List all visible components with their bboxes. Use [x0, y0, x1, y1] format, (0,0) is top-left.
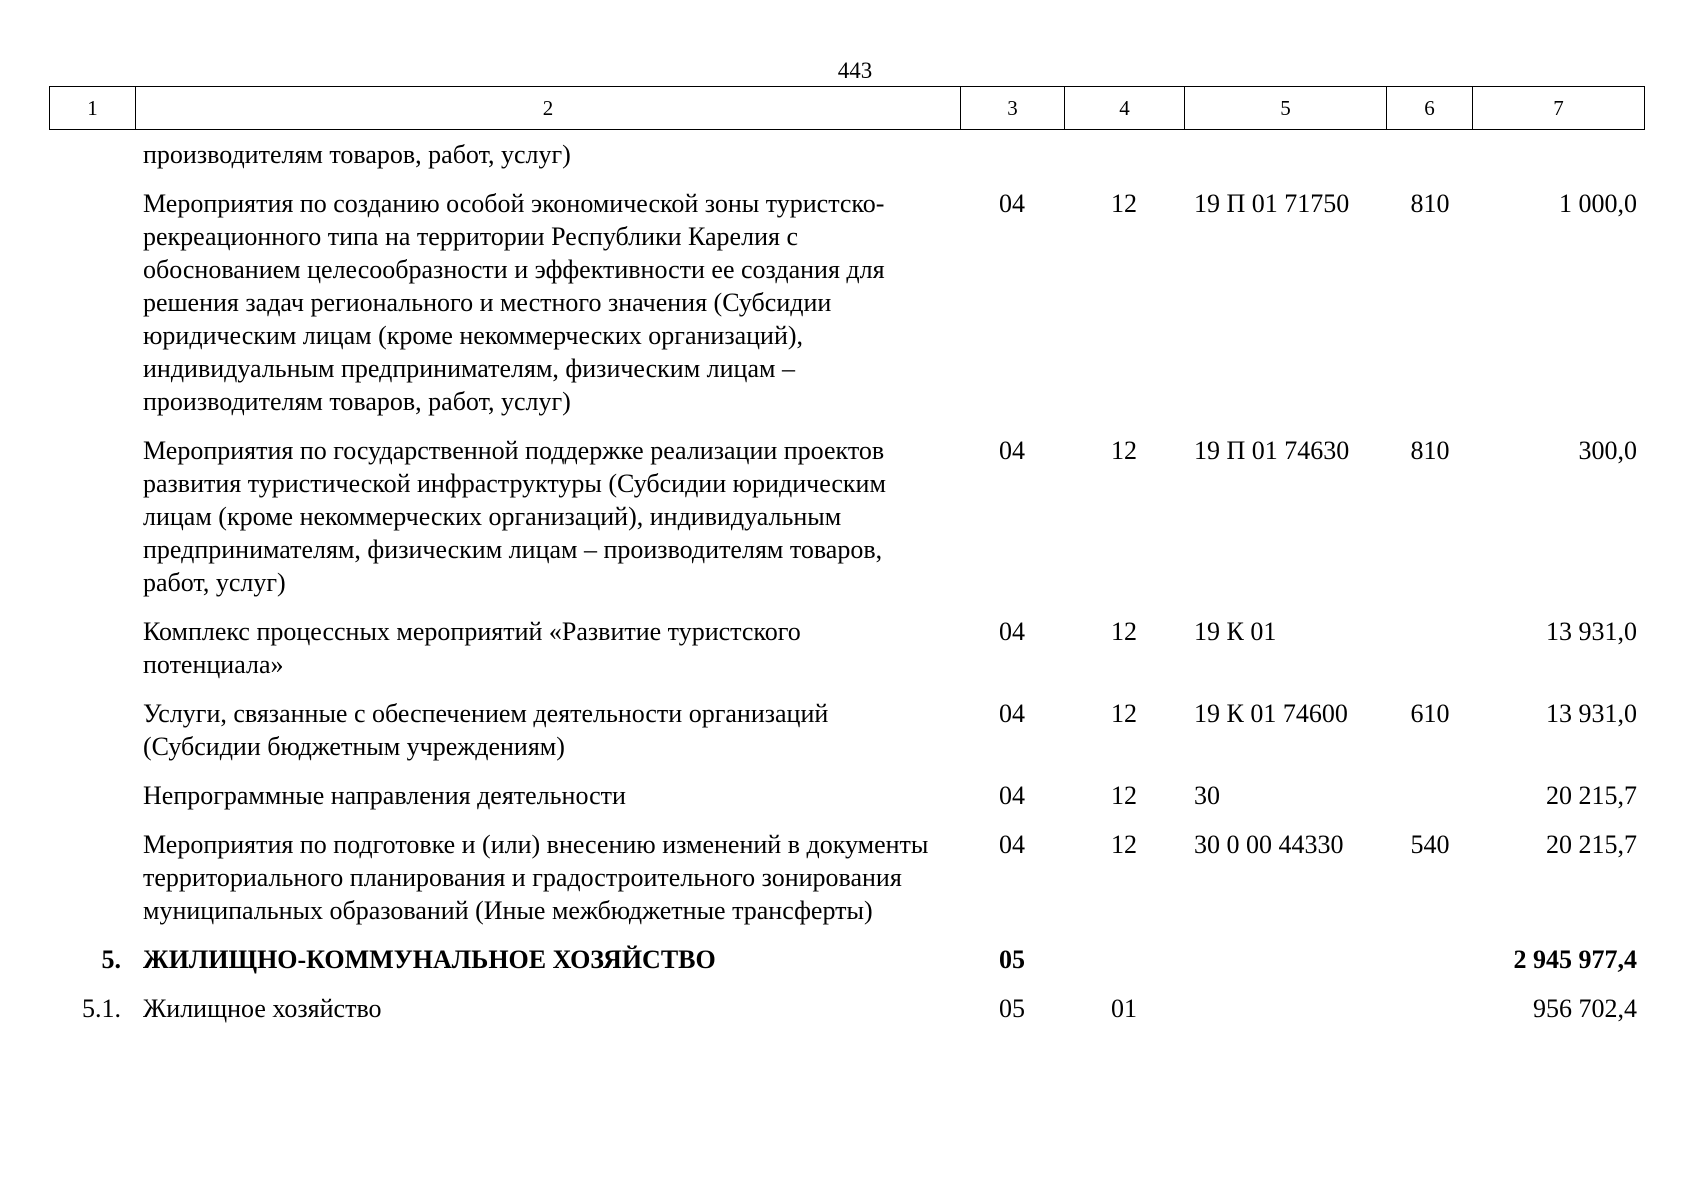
- section-code: 04: [999, 189, 1025, 218]
- subsection-code: 12: [1111, 436, 1137, 465]
- column-header-row: [50, 87, 1645, 130]
- amount: 300,0: [1578, 436, 1637, 465]
- table-row: [0, 697, 1697, 763]
- target-article-code: 30: [1194, 781, 1220, 810]
- row-name: производителям товаров, работ, услуг): [143, 140, 571, 169]
- subsection-code: 12: [1111, 617, 1137, 646]
- table-row: [0, 434, 1697, 599]
- amount: 20 215,7: [1546, 781, 1637, 810]
- subsection-code: 12: [1111, 830, 1137, 859]
- subsection-code: 12: [1111, 781, 1137, 810]
- section-number: 5.: [101, 945, 121, 974]
- section-code: 04: [999, 830, 1025, 859]
- column-header-7: 7: [1473, 87, 1645, 130]
- expense-type-code: 810: [1410, 189, 1450, 218]
- column-header-4: 4: [1065, 87, 1185, 130]
- target-article-code: 19 П 01 74630: [1194, 436, 1350, 465]
- amount: 13 931,0: [1546, 617, 1637, 646]
- budget-table-body: [0, 138, 1697, 1025]
- column-header-table: [49, 86, 1645, 130]
- column-header-3: 3: [961, 87, 1065, 130]
- subsection-code: 12: [1111, 699, 1137, 728]
- table-row: [0, 828, 1697, 927]
- column-header-6: 6: [1387, 87, 1473, 130]
- row-name: Комплекс процессных мероприятий «Развитие туристского потенциала»: [143, 617, 801, 679]
- row-name: Мероприятия по подготовке и (или) внесению изменений в документы территориального планирования и градостроительного зонирования муниципальных образований (Иные межбюджетные трансферты): [143, 830, 929, 925]
- target-article-code: 19 К 01: [1194, 617, 1277, 646]
- table-row: [0, 779, 1697, 812]
- section-total-row: [0, 943, 1697, 976]
- subsection-number: 5.1.: [82, 994, 121, 1023]
- expense-type-code: 540: [1410, 830, 1450, 859]
- column-header-1: 1: [50, 87, 136, 130]
- column-header-5: 5: [1185, 87, 1387, 130]
- amount: 1 000,0: [1559, 189, 1637, 218]
- amount: 20 215,7: [1546, 830, 1637, 859]
- table-row: [0, 615, 1697, 681]
- table-row: [0, 187, 1697, 418]
- section-code: 04: [999, 699, 1025, 728]
- row-name: Мероприятия по созданию особой экономической зоны туристско-рекреационного типа на территории Республики Карелия с обоснованием целесообразности и эффективности ее создания для решения задач регионального и местного значения (Субсидии юридическим лицам (кроме некоммерческих организаций), индивидуальным предпринимателям, физическим лицам – производителям товаров, работ, услуг): [143, 189, 885, 416]
- section-code: 04: [999, 436, 1025, 465]
- section-code: 05: [999, 945, 1025, 974]
- page-number: 443: [837, 58, 873, 83]
- expense-type-code: 610: [1410, 699, 1450, 728]
- subsection-title: Жилищное хозяйство: [143, 994, 382, 1023]
- section-code: 04: [999, 781, 1025, 810]
- target-article-code: 19 К 01 74600: [1194, 699, 1348, 728]
- row-name: Мероприятия по государственной поддержке реализации проектов развития туристической инфраструктуры (Субсидии юридическим лицам (кроме некоммерческих организаций), индивидуальным предпринимателям, физическим лицам – производителям товаров, работ, услуг): [143, 436, 886, 597]
- amount: 13 931,0: [1546, 699, 1637, 728]
- subsection-row: [0, 992, 1697, 1025]
- expense-type-code: 810: [1410, 436, 1450, 465]
- subsection-code: 12: [1111, 189, 1137, 218]
- target-article-code: 30 0 00 44330: [1194, 830, 1344, 859]
- row-name: Услуги, связанные с обеспечением деятельности организаций (Субсидии бюджетным учреждениям): [143, 699, 829, 761]
- table-row: [0, 138, 1697, 171]
- amount: 956 702,4: [1533, 994, 1637, 1023]
- section-code: 04: [999, 617, 1025, 646]
- target-article-code: 19 П 01 71750: [1194, 189, 1350, 218]
- subsection-code: 01: [1111, 994, 1137, 1023]
- column-header-2: 2: [136, 87, 961, 130]
- row-name: Непрограммные направления деятельности: [143, 781, 626, 810]
- section-code: 05: [999, 994, 1025, 1023]
- section-title: ЖИЛИЩНО-КОММУНАЛЬНОЕ ХОЗЯЙСТВО: [143, 945, 716, 974]
- amount: 2 945 977,4: [1513, 945, 1637, 974]
